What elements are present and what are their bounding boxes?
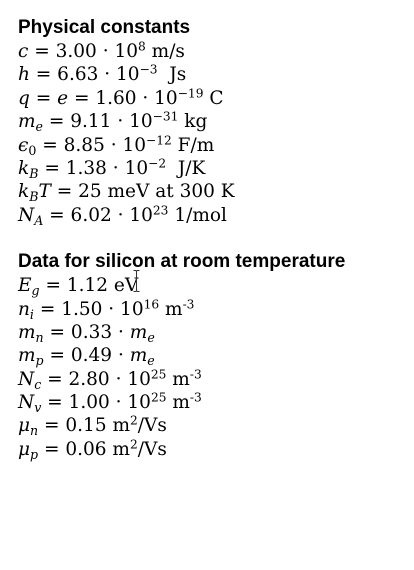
subscript: c: [34, 376, 42, 392]
value: = 6.63 · 10: [29, 64, 140, 86]
unit: m: [159, 298, 183, 320]
constant-thermal-energy: [18, 180, 408, 203]
value: = 8.85 · 10: [36, 134, 147, 156]
symbol: m: [18, 111, 36, 133]
document-page: [18, 16, 408, 461]
unit: /Vs: [137, 438, 167, 460]
subscript: A: [34, 212, 44, 228]
symbol: μ: [18, 415, 31, 437]
symbol: E: [18, 275, 32, 297]
silicon-data-section: [18, 250, 408, 461]
value: = 3.00 · 10: [28, 41, 139, 62]
value: = 9.11 · 10: [43, 111, 153, 133]
unit-exponent: -3: [189, 366, 202, 381]
physical-constants-list: [18, 40, 408, 227]
value: = 0.06 m: [38, 438, 130, 460]
value: = 0.33 ·: [43, 321, 130, 343]
value: = 1.00 · 10: [41, 392, 151, 414]
value: = 1.38 · 10: [38, 157, 149, 179]
unit: m/s: [145, 41, 185, 62]
exponent: 2: [130, 413, 138, 428]
unit: Js: [157, 64, 187, 86]
symbol: N: [18, 204, 35, 226]
exponent: 23: [152, 203, 169, 218]
value: = 2.80 · 10: [41, 368, 151, 390]
subscript: p: [30, 446, 39, 462]
symbol: μ: [18, 438, 31, 460]
value: = 0.49 ·: [43, 345, 130, 367]
silicon-bandgap: [18, 274, 408, 297]
value: = 1.60 · 10: [68, 87, 178, 109]
exponent: −19: [177, 86, 204, 101]
symbol: m: [18, 321, 36, 343]
silicon-hole-mobility: [18, 438, 408, 461]
value: = 25 meV at 300 K: [50, 181, 235, 203]
subscript: v: [34, 400, 42, 416]
subscript-2: e: [147, 329, 155, 345]
symbol: h: [18, 64, 30, 86]
symbol: k: [18, 181, 30, 203]
symbol: m: [18, 345, 36, 367]
symbol: n: [18, 298, 30, 320]
unit-exponent: -3: [189, 390, 202, 405]
subscript: n: [30, 423, 39, 439]
symbol: N: [18, 368, 35, 390]
subscript: B: [29, 165, 39, 181]
symbol: N: [18, 392, 35, 414]
unit: J/K: [166, 157, 206, 179]
unit-exponent: -3: [182, 296, 195, 311]
exponent: 16: [143, 296, 160, 311]
symbol-2: T: [38, 181, 51, 203]
constant-electron-mass: [18, 110, 408, 133]
constant-elementary-charge: [18, 87, 408, 110]
symbol-2: e: [57, 87, 69, 109]
constant-speed-of-light: [18, 40, 408, 63]
value: = 1.50 · 10: [33, 298, 144, 320]
constant-planck: [18, 63, 408, 86]
value: = 0.15 m: [38, 415, 131, 437]
physical-constants-heading: Physical constants: [18, 17, 191, 38]
silicon-data-list: [18, 274, 408, 461]
value: = 6.02 · 10: [43, 204, 153, 226]
exponent: −31: [152, 109, 179, 124]
exponent: −12: [146, 132, 172, 147]
subscript: g: [31, 283, 40, 299]
constant-boltzmann: [18, 157, 408, 180]
subscript: e: [35, 119, 43, 135]
unit: m: [166, 392, 190, 414]
symbol: c: [18, 41, 29, 62]
unit: /Vs: [137, 415, 167, 437]
constant-avogadro: [18, 204, 408, 227]
subscript: B: [29, 189, 39, 205]
symbol: ϵ: [18, 134, 29, 156]
silicon-valence-band-density: [18, 391, 408, 414]
silicon-conduction-band-density: [18, 368, 408, 391]
exponent: −3: [139, 62, 158, 77]
silicon-electron-effective-mass: [18, 321, 408, 344]
constant-vacuum-permittivity: [18, 134, 408, 157]
subscript: n: [35, 329, 44, 345]
unit: kg: [178, 111, 208, 133]
subscript-2: e: [147, 353, 155, 369]
symbol: q: [18, 87, 30, 109]
text-ibeam-cursor-icon: [133, 270, 140, 292]
unit: F/m: [171, 134, 215, 156]
silicon-data-heading: Data for silicon at room temperature: [18, 251, 346, 273]
unit: C: [203, 87, 224, 109]
physical-constants-section: [18, 16, 408, 227]
unit: 1/mol: [168, 204, 227, 226]
exponent: 2: [129, 437, 138, 452]
exponent: 25: [150, 390, 167, 405]
symbol: k: [18, 157, 30, 179]
subscript: i: [29, 306, 34, 322]
unit: m: [166, 368, 190, 390]
subscript: 0: [28, 142, 37, 158]
equals: =: [29, 87, 58, 109]
silicon-electron-mobility: [18, 414, 408, 437]
silicon-intrinsic-carrier-density: [18, 298, 408, 321]
exponent: 8: [138, 39, 146, 54]
exponent: −2: [148, 156, 167, 171]
value: = 1.12 eV: [39, 275, 139, 297]
exponent: 25: [150, 366, 167, 381]
symbol-2: m: [129, 345, 148, 367]
symbol-2: m: [129, 321, 148, 343]
silicon-hole-effective-mass: [18, 344, 408, 367]
subscript: p: [35, 353, 44, 369]
